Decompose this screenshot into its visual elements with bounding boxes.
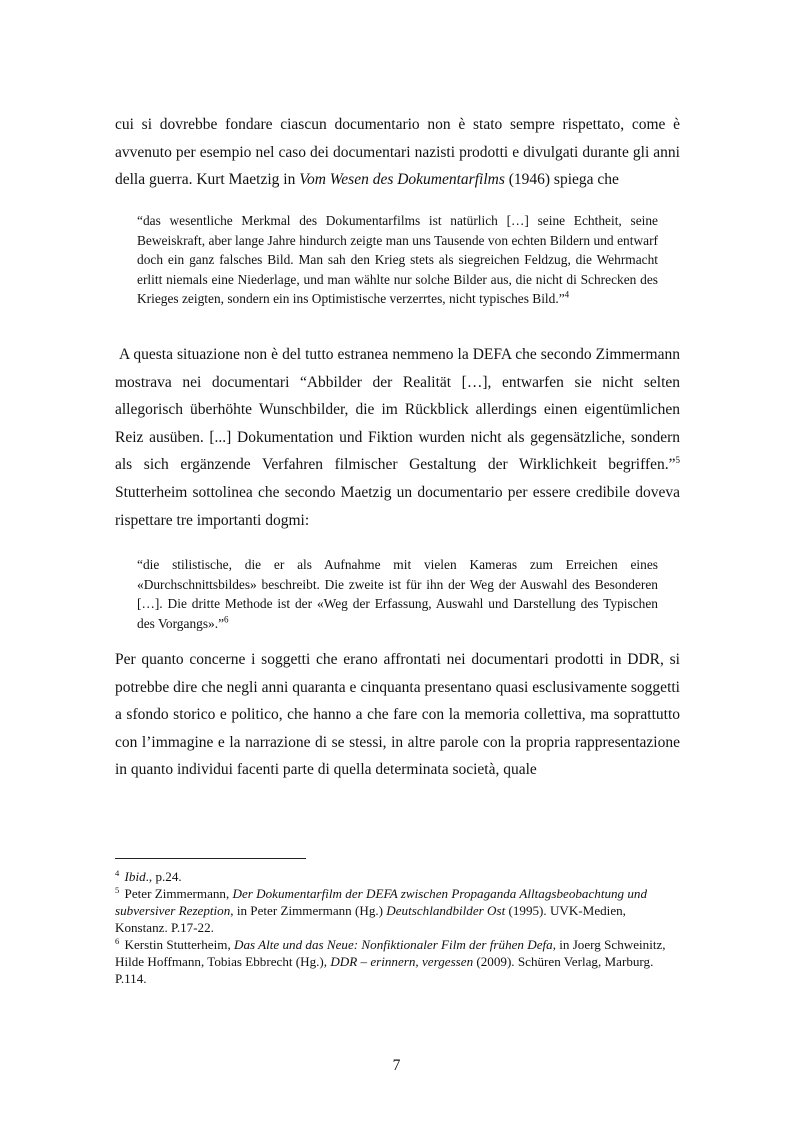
- footnote-text: , in Peter Zimmermann (Hg.): [230, 903, 387, 918]
- footnote-italic: DDR – erinnern, vergessen: [330, 954, 474, 969]
- page-number: 7: [392, 1057, 401, 1074]
- footnote-4: [115, 868, 680, 885]
- paragraph-text: (1946) spiega che: [504, 171, 619, 189]
- film-title-italic: Vom Wesen des Dokumentarfilms: [299, 171, 505, 189]
- footnote-text: (1995). UVK-Medien, Konstanz. P.17-22.: [115, 903, 626, 935]
- body-paragraph-2: [115, 341, 680, 534]
- body-paragraph-1: [115, 111, 680, 194]
- paragraph-text: cui si dovrebbe fondare ciascun documentario non è stato sempre rispettato, come è avvenuto per esempio nel caso dei documentari nazisti prodotti e divulgati durante gli anni della guerra. Kurt Maetzig in: [115, 116, 680, 189]
- footnote-5: [115, 885, 680, 936]
- footnote-number: 4: [115, 868, 120, 878]
- block-quote-2: [137, 555, 658, 633]
- footnote-text: (2009). Schüren Verlag, Marburg. P.114.: [115, 954, 654, 986]
- footnote-italic: Das Alte und das Neue: Nonfiktionaler Film der frühen Defa: [234, 937, 553, 952]
- footnote-number: 5: [115, 885, 120, 895]
- footnote-reference: 6: [224, 614, 229, 625]
- footnote-italic: Deutschlandbilder Ost: [386, 903, 506, 918]
- footnote-text: Kerstin Stutterheim,: [124, 937, 234, 952]
- footnote-6: [115, 936, 680, 987]
- footnote-reference: 5: [675, 455, 680, 466]
- quote-text: “das wesentliche Merkmal des Dokumentarfilms ist natürlich […] seine Echtheit, seine Beweiskraft, aber lange Jahre hindurch zeigte man uns Tausende von echten Bildern und entwarf doch ein ganz falsches Bild. Man sah den Krieg stets als siegreichen Feldzug, die Wehrmacht erlitt niemals eine Niederlage, und man wählte nur solche Bilder aus, die nicht di Schrecken des Krieges zeigten, sondern ein ins Optimistische verzerrtes, nicht typisches Bild.”: [137, 213, 658, 307]
- footnote-reference: 4: [564, 289, 570, 300]
- body-paragraph-3: [115, 646, 680, 784]
- footnote-text: , in Joerg Schweinitz, Hilde Hoffmann, Tobias Ebbrecht (Hg.),: [115, 937, 666, 969]
- paragraph-text: A questa situazione non è del tutto estranea nemmeno la DEFA che secondo Zimmermann mostrava nei documentari “Abbilder der Realität […], entwarfen sie nicht selten allegorisch überhöhte Wunschbilder, die im Rückblick allerdings einen eigentümlichen Reiz ausüben. [...] Dokumentation und Fiktion wurden nicht als gegensätzliche, sondern als sich ergänzende Verfahren filmischer Gestaltung der Wirklichkeit begriffen.”: [115, 346, 680, 474]
- footnote-text: ., p.24.: [145, 869, 182, 884]
- footnote-divider: [115, 858, 306, 859]
- footnotes: [115, 868, 680, 987]
- footnote-number: 6: [115, 936, 120, 946]
- footnote-text: Peter Zimmermann,: [124, 886, 233, 901]
- quote-text: “die stilistische, die er als Aufnahme mit vielen Kameras zum Erreichen eines «Durchschnittsbildes» beschreibt. Die zweite ist für ihn der Weg der Auswahl des Besonderen […]. Die dritte Methode ist der «Weg der Erfassung, Auswahl und Darstellung des Typischen des Vorgangs».”: [137, 557, 658, 631]
- footnote-italic: Ibid: [124, 869, 146, 884]
- paragraph-text: Stutterheim sottolinea che secondo Maetzig un documentario per essere credibile doveva rispettare tre importanti dogmi:: [115, 483, 680, 529]
- paragraph-text: Per quanto concerne i soggetti che erano affrontati nei documentari prodotti in DDR, si potrebbe dire che negli anni quaranta e cinquanta presentano quasi esclusivamente soggetti a sfondo storico e politico, che hanno a che fare con la memoria collettiva, ma soprattutto con l’immagine e la narrazione di se stessi, in altre parole con la propria rappresentazione in quanto individui facenti parte di quella determinata società, quale: [115, 651, 680, 779]
- block-quote-1: [137, 211, 658, 309]
- footnote-italic: Der Dokumentarfilm der DEFA zwischen Propaganda Alltagsbeobachtung und subversiver Rezeption: [115, 886, 648, 918]
